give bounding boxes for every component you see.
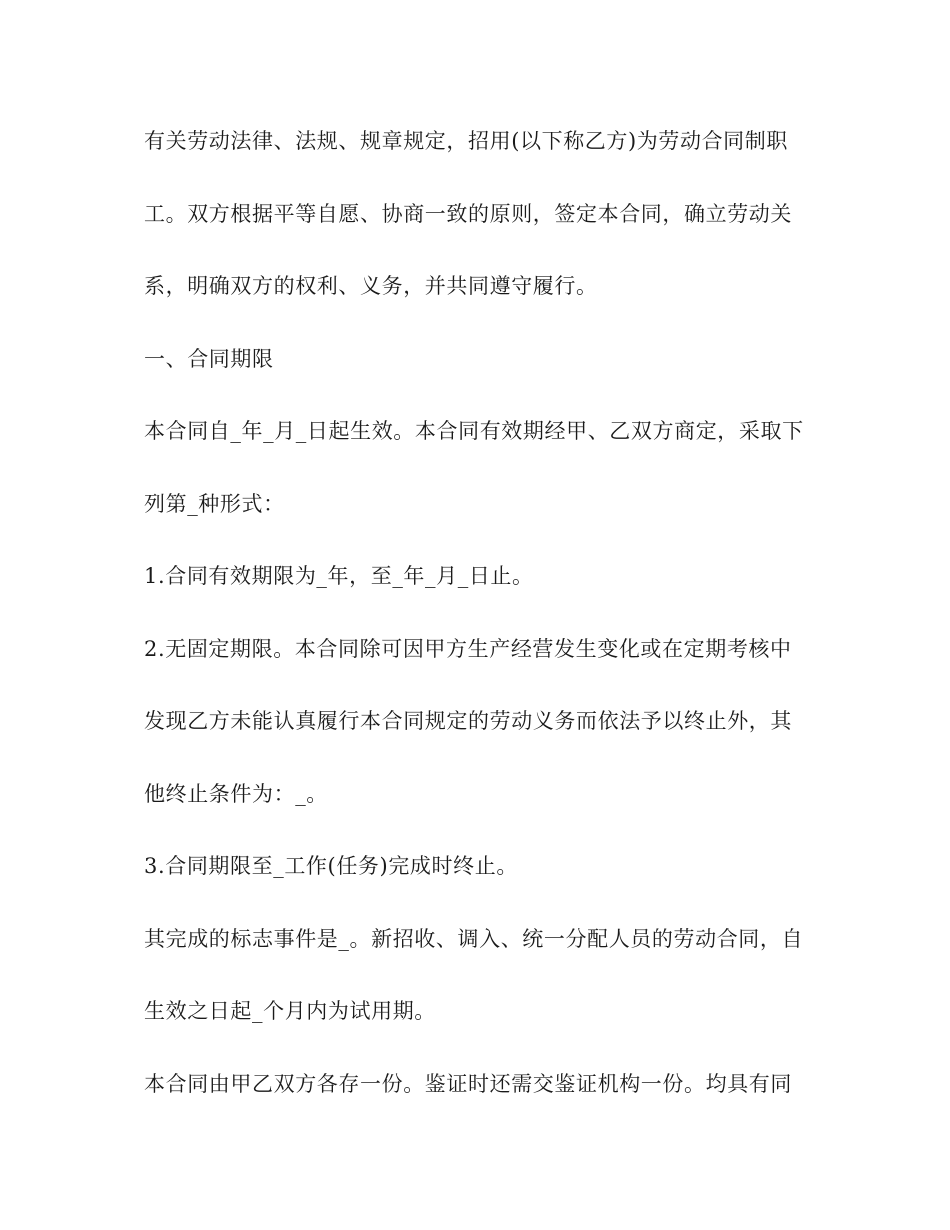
text-line-13: 生效之日起_个月内为试用期。 <box>144 999 436 1023</box>
text-line-5: 本合同自_年_月_日起生效。本合同有效期经甲、乙双方商定，采取下 <box>144 419 804 443</box>
text-line-14: 本合同由甲乙双方各存一份。鉴证时还需交鉴证机构一份。均具有同 <box>144 1071 792 1096</box>
text-line-2: 工。双方根据平等自愿、协商一致的原则，签定本合同，确立劳动关 <box>144 201 792 226</box>
list-item-2: 2.无固定期限。本合同除可因甲方生产经营发生变化或在定期考核中 <box>144 636 792 661</box>
document-body <box>144 117 814 1132</box>
list-item-3: 3.合同期限至_工作(任务)完成时终止。 <box>144 854 518 878</box>
text-line-1: 有关劳动法律、法规、规章规定，招用(以下称乙方)为劳动合同制职 <box>144 129 788 153</box>
section-heading-contract-term: 一、合同期限 <box>144 346 274 371</box>
text-line-6: 列第_种形式： <box>144 491 285 516</box>
text-line-3: 系，明确双方的权利、义务，并共同遵守履行。 <box>144 274 598 298</box>
text-line-10: 他终止条件为：_。 <box>144 781 328 806</box>
text-line-9: 发现乙方未能认真履行本合同规定的劳动义务而依法予以终止外，其 <box>144 709 792 733</box>
text-line-12: 其完成的标志事件是_。新招收、调入、统一分配人员的劳动合同，自 <box>144 926 804 951</box>
list-item-1: 1.合同有效期限为_年，至_年_月_日止。 <box>144 564 534 588</box>
